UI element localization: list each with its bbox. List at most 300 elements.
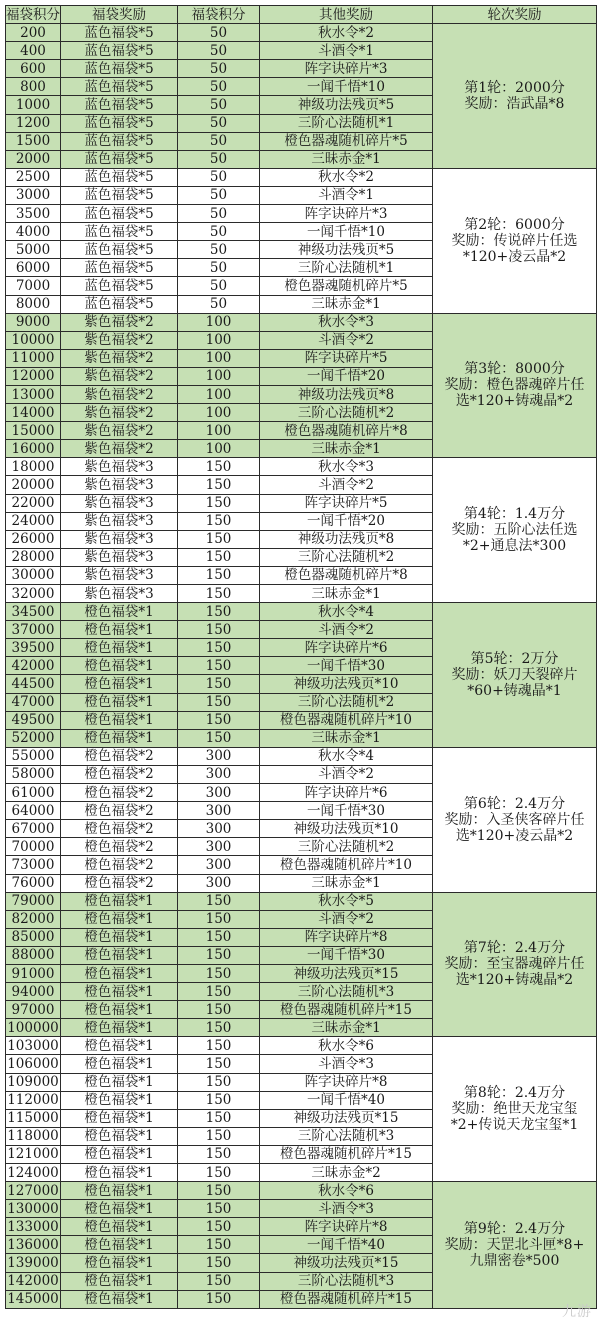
score-cell: 79000 — [6, 892, 61, 910]
bag-reward-cell: 蓝色福袋*5 — [61, 24, 178, 42]
other-reward-cell: 神级功法残页*8 — [260, 385, 433, 403]
table-body — [6, 24, 597, 1309]
other-reward-cell: 三阶心法随机*1 — [260, 259, 433, 277]
bag-points-cell: 150 — [178, 910, 260, 928]
other-reward-cell: 阵字诀碎片*3 — [260, 205, 433, 223]
header-bag-points: 福袋积分 — [178, 6, 260, 24]
bag-points-cell: 150 — [178, 1145, 260, 1163]
score-cell: 2000 — [6, 150, 61, 168]
round-reward-line: 第8轮：2.4万分 — [463, 1085, 566, 1102]
other-reward-cell: 橙色器魂随机碎片*10 — [260, 711, 433, 729]
bag-points-cell: 50 — [178, 295, 260, 313]
bag-points-cell: 50 — [178, 114, 260, 132]
other-reward-cell: 神级功法残页*10 — [260, 675, 433, 693]
bag-points-cell: 300 — [178, 838, 260, 856]
other-reward-cell: 秋水令*3 — [260, 458, 433, 476]
other-reward-cell: 一闻千悟*40 — [260, 1236, 433, 1254]
bag-points-cell: 150 — [178, 494, 260, 512]
round-reward-line: 选*120+铸魂晶*2 — [455, 393, 574, 410]
bag-reward-cell: 蓝色福袋*5 — [61, 78, 178, 96]
score-cell: 800 — [6, 78, 61, 96]
other-reward-cell: 三阶心法随机*2 — [260, 548, 433, 566]
other-reward-cell: 神级功法残页*8 — [260, 530, 433, 548]
bag-points-cell: 50 — [178, 205, 260, 223]
score-cell: 37000 — [6, 621, 61, 639]
score-cell: 64000 — [6, 802, 61, 820]
bag-points-cell: 150 — [178, 1200, 260, 1218]
watermark-logo: 九游 — [562, 1304, 592, 1320]
round-reward-cell — [433, 168, 597, 313]
bag-reward-cell: 橙色福袋*1 — [61, 892, 178, 910]
score-cell: 400 — [6, 42, 61, 60]
bag-reward-cell: 橙色福袋*1 — [61, 603, 178, 621]
score-cell: 28000 — [6, 548, 61, 566]
bag-reward-cell: 橙色福袋*1 — [61, 1019, 178, 1037]
other-reward-cell: 神级功法残页*15 — [260, 1254, 433, 1272]
other-reward-cell: 斗酒令*2 — [260, 765, 433, 783]
other-reward-cell: 三阶心法随机*3 — [260, 983, 433, 1001]
bag-points-cell: 150 — [178, 1127, 260, 1145]
bag-reward-cell: 紫色福袋*3 — [61, 548, 178, 566]
bag-reward-cell: 蓝色福袋*5 — [61, 114, 178, 132]
bag-points-cell: 150 — [178, 1290, 260, 1308]
other-reward-cell: 阵字诀碎片*8 — [260, 1218, 433, 1236]
bag-reward-cell: 紫色福袋*3 — [61, 585, 178, 603]
table-row — [6, 313, 597, 331]
other-reward-cell: 秋水令*4 — [260, 603, 433, 621]
score-cell: 121000 — [7, 1146, 59, 1163]
round-reward-line: 奖励：天罡北斗匣*8+ — [444, 1236, 585, 1253]
bag-points-cell: 50 — [178, 132, 260, 150]
round-reward-cell — [433, 603, 597, 748]
bag-points-cell: 150 — [178, 1109, 260, 1127]
round-reward-line: 第1轮：2000分 — [464, 79, 565, 96]
bag-points-cell: 150 — [178, 530, 260, 548]
bag-points-cell: 150 — [178, 675, 260, 693]
bag-reward-cell: 橙色福袋*2 — [61, 856, 178, 874]
bag-reward-cell: 蓝色福袋*5 — [61, 186, 178, 204]
other-reward-cell: 橙色器魂随机碎片*8 — [260, 566, 433, 584]
other-reward-cell: 神级功法残页*10 — [260, 820, 433, 838]
bag-reward-cell: 橙色福袋*1 — [61, 964, 178, 982]
round-reward-line: 选*120+铸魂晶*2 — [455, 972, 574, 989]
round-reward-line: 奖励：妖刀天裂碎片 — [451, 666, 578, 683]
table-row — [6, 892, 597, 910]
bag-reward-cell: 橙色福袋*1 — [61, 1073, 178, 1091]
table-row — [6, 24, 597, 42]
bag-points-cell: 50 — [178, 78, 260, 96]
header-bag-reward: 福袋奖励 — [61, 6, 178, 24]
score-cell: 91000 — [6, 964, 61, 982]
score-cell: 22000 — [6, 494, 61, 512]
other-reward-cell: 斗酒令*2 — [260, 331, 433, 349]
score-cell: 200 — [6, 24, 61, 42]
bag-points-cell: 150 — [178, 1001, 260, 1019]
other-reward-cell: 一闻千悟*20 — [260, 367, 433, 385]
score-cell: 118000 — [7, 1128, 59, 1145]
bag-points-cell: 50 — [178, 150, 260, 168]
round-reward-cell — [433, 458, 597, 603]
score-cell: 1500 — [6, 132, 61, 150]
bag-reward-cell: 橙色福袋*1 — [61, 693, 178, 711]
bag-points-cell: 50 — [178, 241, 260, 259]
score-cell: 32000 — [6, 585, 61, 603]
other-reward-cell: 三阶心法随机*2 — [260, 404, 433, 422]
bag-points-cell: 150 — [178, 548, 260, 566]
score-cell: 3500 — [6, 205, 61, 223]
bag-reward-cell: 橙色福袋*1 — [61, 711, 178, 729]
other-reward-cell: 阵字诀碎片*5 — [260, 349, 433, 367]
score-cell: 6000 — [6, 259, 61, 277]
other-reward-cell: 三昧赤金*2 — [260, 1164, 433, 1182]
bag-points-cell: 150 — [178, 1164, 260, 1182]
bag-points-cell: 150 — [178, 566, 260, 584]
round-reward-cell — [433, 24, 597, 169]
other-reward-cell: 一闻千悟*40 — [260, 1091, 433, 1109]
header-other-reward: 其他奖励 — [260, 6, 433, 24]
bag-reward-cell: 橙色福袋*1 — [61, 1182, 178, 1200]
bag-points-cell: 300 — [178, 856, 260, 874]
bag-reward-cell: 橙色福袋*1 — [61, 1272, 178, 1290]
bag-reward-cell: 橙色福袋*1 — [61, 1055, 178, 1073]
bag-reward-cell: 蓝色福袋*5 — [61, 259, 178, 277]
round-reward-cell — [433, 892, 597, 1037]
table-row — [6, 168, 597, 186]
round-reward-line: 奖励：五阶心法任选 — [451, 522, 578, 539]
bag-points-cell: 150 — [178, 458, 260, 476]
round-reward-line: 选*120+凌云晶*2 — [455, 827, 574, 844]
bag-reward-cell: 橙色福袋*1 — [61, 910, 178, 928]
other-reward-cell: 秋水令*6 — [260, 1182, 433, 1200]
bag-reward-cell: 橙色福袋*1 — [61, 675, 178, 693]
bag-points-cell: 50 — [178, 96, 260, 114]
round-reward-line: 第5轮：2万分 — [470, 650, 559, 667]
bag-points-cell: 150 — [178, 1091, 260, 1109]
score-cell: 10000 — [6, 331, 61, 349]
score-cell: 39500 — [6, 639, 61, 657]
bag-points-cell: 300 — [178, 874, 260, 892]
other-reward-cell: 一闻千悟*30 — [260, 802, 433, 820]
score-cell: 5000 — [6, 241, 61, 259]
bag-points-cell: 100 — [178, 367, 260, 385]
other-reward-cell: 斗酒令*2 — [260, 621, 433, 639]
round-reward-line: 第2轮：6000分 — [464, 216, 565, 233]
score-cell: 112000 — [7, 1092, 59, 1109]
bag-reward-cell: 橙色福袋*1 — [61, 1236, 178, 1254]
other-reward-cell: 橙色器魂随机碎片*8 — [260, 422, 433, 440]
bag-reward-cell: 橙色福袋*1 — [61, 729, 178, 747]
bag-reward-cell: 紫色福袋*2 — [61, 440, 178, 458]
bag-reward-cell: 橙色福袋*1 — [61, 1254, 178, 1272]
round-reward-line: 第7轮：2.4万分 — [463, 940, 566, 957]
other-reward-cell: 橙色器魂随机碎片*15 — [260, 1145, 433, 1163]
bag-points-cell: 300 — [178, 765, 260, 783]
bag-reward-cell: 蓝色福袋*5 — [61, 132, 178, 150]
other-reward-cell: 三昧赤金*1 — [260, 1019, 433, 1037]
score-cell: 1200 — [6, 114, 61, 132]
bag-reward-cell: 橙色福袋*1 — [61, 1218, 178, 1236]
score-cell: 88000 — [6, 946, 61, 964]
score-cell: 13000 — [6, 385, 61, 403]
bag-points-cell: 150 — [178, 983, 260, 1001]
round-reward-line: 奖励：绝世天龙宝玺 — [451, 1101, 578, 1118]
round-reward-line: 奖励：入圣侠客碎片任 — [444, 811, 585, 828]
score-cell: 30000 — [6, 566, 61, 584]
score-cell: 109000 — [7, 1074, 59, 1091]
bag-reward-cell: 橙色福袋*1 — [61, 639, 178, 657]
score-cell: 103000 — [7, 1037, 59, 1054]
score-cell: 49500 — [6, 711, 61, 729]
other-reward-cell: 神级功法残页*5 — [260, 241, 433, 259]
round-reward-line: 第4轮：1.4万分 — [463, 506, 566, 523]
bag-reward-cell: 蓝色福袋*5 — [61, 150, 178, 168]
round-reward-line: 奖励：至宝器魂碎片任 — [444, 956, 585, 973]
bag-points-cell: 300 — [178, 802, 260, 820]
other-reward-cell: 秋水令*3 — [260, 313, 433, 331]
bag-reward-cell: 紫色福袋*2 — [61, 349, 178, 367]
score-cell: 11000 — [6, 349, 61, 367]
bag-points-cell: 50 — [178, 186, 260, 204]
bag-reward-cell: 橙色福袋*1 — [61, 621, 178, 639]
table-row — [6, 747, 597, 765]
round-reward-line: 奖励：橙色器魂碎片任 — [444, 377, 585, 394]
rewards-table — [5, 5, 597, 1309]
bag-reward-cell: 橙色福袋*1 — [61, 1091, 178, 1109]
score-cell: 127000 — [7, 1182, 59, 1199]
bag-reward-cell: 橙色福袋*1 — [61, 1001, 178, 1019]
table-row — [6, 1037, 597, 1055]
bag-points-cell: 100 — [178, 313, 260, 331]
bag-reward-cell: 蓝色福袋*5 — [61, 205, 178, 223]
other-reward-cell: 神级功法残页*15 — [260, 964, 433, 982]
bag-points-cell: 150 — [178, 928, 260, 946]
bag-points-cell: 150 — [178, 1236, 260, 1254]
score-cell: 52000 — [6, 729, 61, 747]
other-reward-cell: 三阶心法随机*2 — [260, 693, 433, 711]
other-reward-cell: 三昧赤金*1 — [260, 729, 433, 747]
table-row — [6, 1182, 597, 1200]
bag-reward-cell: 蓝色福袋*5 — [61, 241, 178, 259]
bag-points-cell: 100 — [178, 385, 260, 403]
bag-reward-cell: 橙色福袋*1 — [61, 1109, 178, 1127]
score-cell: 4000 — [6, 223, 61, 241]
score-cell: 24000 — [6, 512, 61, 530]
bag-points-cell: 300 — [178, 784, 260, 802]
score-cell: 15000 — [6, 422, 61, 440]
bag-reward-cell: 紫色福袋*3 — [61, 530, 178, 548]
bag-reward-cell: 紫色福袋*2 — [61, 422, 178, 440]
score-cell: 16000 — [6, 440, 61, 458]
bag-points-cell: 150 — [178, 657, 260, 675]
bag-points-cell: 150 — [178, 639, 260, 657]
bag-points-cell: 150 — [178, 1254, 260, 1272]
other-reward-cell: 秋水令*2 — [260, 168, 433, 186]
other-reward-cell: 阵字诀碎片*8 — [260, 1073, 433, 1091]
other-reward-cell: 三阶心法随机*3 — [260, 1272, 433, 1290]
bag-points-cell: 100 — [178, 331, 260, 349]
bag-points-cell: 100 — [178, 404, 260, 422]
bag-points-cell: 150 — [178, 1055, 260, 1073]
score-cell: 7000 — [6, 277, 61, 295]
other-reward-cell: 一闻千悟*20 — [260, 512, 433, 530]
bag-reward-cell: 橙色福袋*1 — [61, 983, 178, 1001]
score-cell: 14000 — [6, 404, 61, 422]
other-reward-cell: 斗酒令*2 — [260, 910, 433, 928]
score-cell: 130000 — [7, 1200, 59, 1217]
other-reward-cell: 三阶心法随机*1 — [260, 114, 433, 132]
bag-reward-cell: 蓝色福袋*5 — [61, 223, 178, 241]
bag-reward-cell: 橙色福袋*1 — [61, 1037, 178, 1055]
bag-reward-cell: 紫色福袋*2 — [61, 367, 178, 385]
other-reward-cell: 阵字诀碎片*6 — [260, 784, 433, 802]
other-reward-cell: 一闻千悟*10 — [260, 78, 433, 96]
other-reward-cell: 一闻千悟*30 — [260, 946, 433, 964]
round-reward-line: *2+传说天龙宝玺*1 — [450, 1117, 579, 1134]
bag-points-cell: 150 — [178, 1218, 260, 1236]
round-reward-line: 第6轮：2.4万分 — [463, 795, 566, 812]
bag-reward-cell: 橙色福袋*1 — [61, 1145, 178, 1163]
bag-reward-cell: 蓝色福袋*5 — [61, 96, 178, 114]
score-cell: 115000 — [7, 1110, 59, 1127]
bag-points-cell: 150 — [178, 1019, 260, 1037]
score-cell: 133000 — [7, 1218, 59, 1235]
bag-reward-cell: 蓝色福袋*5 — [61, 42, 178, 60]
score-cell: 67000 — [6, 820, 61, 838]
header-row — [6, 6, 597, 24]
score-cell: 42000 — [6, 657, 61, 675]
bag-points-cell: 150 — [178, 476, 260, 494]
other-reward-cell: 斗酒令*3 — [260, 1200, 433, 1218]
other-reward-cell: 三昧赤金*1 — [260, 150, 433, 168]
other-reward-cell: 斗酒令*1 — [260, 42, 433, 60]
round-reward-line: 奖励：浩武晶*8 — [464, 95, 565, 112]
other-reward-cell: 橙色器魂随机碎片*15 — [260, 1001, 433, 1019]
score-cell: 55000 — [6, 747, 61, 765]
bag-reward-cell: 橙色福袋*1 — [61, 1164, 178, 1182]
bag-reward-cell: 橙色福袋*2 — [61, 802, 178, 820]
bag-reward-cell: 橙色福袋*1 — [61, 1200, 178, 1218]
other-reward-cell: 神级功法残页*15 — [260, 1109, 433, 1127]
score-cell: 18000 — [6, 458, 61, 476]
score-cell: 26000 — [6, 530, 61, 548]
score-cell: 145000 — [7, 1291, 59, 1308]
score-cell: 100000 — [7, 1019, 59, 1036]
other-reward-cell: 三昧赤金*1 — [260, 585, 433, 603]
header-round-reward: 轮次奖励 — [433, 6, 597, 24]
score-cell: 2500 — [6, 168, 61, 186]
bag-points-cell: 150 — [178, 1182, 260, 1200]
bag-points-cell: 50 — [178, 24, 260, 42]
score-cell: 70000 — [6, 838, 61, 856]
round-reward-line: 九鼎密卷*500 — [469, 1252, 560, 1269]
bag-points-cell: 300 — [178, 820, 260, 838]
round-reward-cell — [433, 313, 597, 458]
bag-points-cell: 150 — [178, 621, 260, 639]
other-reward-cell: 三阶心法随机*3 — [260, 1127, 433, 1145]
rewards-table-container — [5, 5, 597, 1309]
header-bag-score: 福袋积分 — [6, 6, 60, 23]
bag-reward-cell: 紫色福袋*3 — [61, 458, 178, 476]
bag-reward-cell: 橙色福袋*1 — [61, 946, 178, 964]
other-reward-cell: 橙色器魂随机碎片*5 — [260, 132, 433, 150]
bag-reward-cell: 橙色福袋*2 — [61, 784, 178, 802]
other-reward-cell: 秋水令*2 — [260, 24, 433, 42]
bag-points-cell: 150 — [178, 892, 260, 910]
bag-reward-cell: 蓝色福袋*5 — [61, 60, 178, 78]
bag-reward-cell: 橙色福袋*2 — [61, 820, 178, 838]
bag-points-cell: 150 — [178, 1073, 260, 1091]
score-cell: 73000 — [6, 856, 61, 874]
score-cell: 97000 — [6, 1001, 61, 1019]
other-reward-cell: 橙色器魂随机碎片*15 — [260, 1290, 433, 1308]
other-reward-cell: 三昧赤金*1 — [260, 295, 433, 313]
score-cell: 61000 — [6, 784, 61, 802]
bag-reward-cell: 橙色福袋*2 — [61, 747, 178, 765]
other-reward-cell: 橙色器魂随机碎片*10 — [260, 856, 433, 874]
score-cell: 124000 — [7, 1164, 59, 1181]
bag-reward-cell: 橙色福袋*1 — [61, 1127, 178, 1145]
bag-points-cell: 50 — [178, 259, 260, 277]
score-cell: 1000 — [6, 96, 61, 114]
bag-points-cell: 150 — [178, 603, 260, 621]
other-reward-cell: 斗酒令*1 — [260, 186, 433, 204]
other-reward-cell: 斗酒令*3 — [260, 1055, 433, 1073]
bag-points-cell: 150 — [178, 711, 260, 729]
bag-reward-cell: 紫色福袋*3 — [61, 476, 178, 494]
other-reward-cell: 斗酒令*2 — [260, 476, 433, 494]
score-cell: 12000 — [6, 367, 61, 385]
bag-reward-cell: 紫色福袋*2 — [61, 404, 178, 422]
bag-reward-cell: 蓝色福袋*5 — [61, 295, 178, 313]
score-cell: 8000 — [6, 295, 61, 313]
score-cell: 600 — [6, 60, 61, 78]
table-row — [6, 458, 597, 476]
other-reward-cell: 阵字诀碎片*8 — [260, 928, 433, 946]
bag-points-cell: 100 — [178, 440, 260, 458]
score-cell: 82000 — [6, 910, 61, 928]
score-cell: 34500 — [6, 603, 61, 621]
score-cell: 76000 — [6, 874, 61, 892]
bag-points-cell: 300 — [178, 747, 260, 765]
score-cell: 9000 — [6, 313, 61, 331]
bag-reward-cell: 蓝色福袋*5 — [61, 168, 178, 186]
score-cell: 85000 — [6, 928, 61, 946]
other-reward-cell: 三昧赤金*1 — [260, 440, 433, 458]
table-row — [6, 603, 597, 621]
bag-points-cell: 150 — [178, 1272, 260, 1290]
round-reward-cell — [433, 1182, 597, 1309]
bag-reward-cell: 紫色福袋*3 — [61, 566, 178, 584]
bag-points-cell: 50 — [178, 42, 260, 60]
other-reward-cell: 阵字诀碎片*5 — [260, 494, 433, 512]
other-reward-cell: 神级功法残页*5 — [260, 96, 433, 114]
bag-points-cell: 150 — [178, 693, 260, 711]
bag-points-cell: 50 — [178, 168, 260, 186]
bag-points-cell: 50 — [178, 60, 260, 78]
round-reward-line: 第3轮：8000分 — [464, 361, 565, 378]
round-reward-cell — [433, 1037, 597, 1182]
score-cell: 44500 — [6, 675, 61, 693]
other-reward-cell: 秋水令*6 — [260, 1037, 433, 1055]
bag-points-cell: 150 — [178, 1037, 260, 1055]
bag-points-cell: 100 — [178, 422, 260, 440]
bag-points-cell: 150 — [178, 585, 260, 603]
bag-reward-cell: 蓝色福袋*5 — [61, 277, 178, 295]
other-reward-cell: 橙色器魂随机碎片*5 — [260, 277, 433, 295]
other-reward-cell: 秋水令*4 — [260, 747, 433, 765]
bag-reward-cell: 紫色福袋*2 — [61, 313, 178, 331]
round-reward-line: 第9轮：2.4万分 — [463, 1220, 566, 1237]
